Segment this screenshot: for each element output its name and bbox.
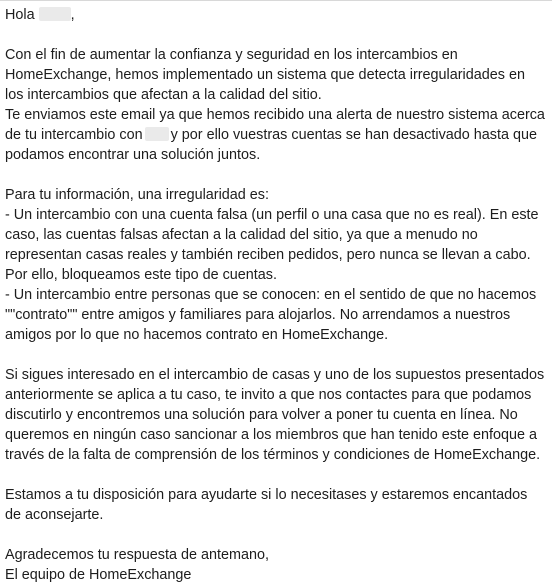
paragraph-3-line-2: anteriormente se aplica a tu caso, te invito a que nos contactes para que podamos	[5, 387, 532, 403]
blank-line	[5, 525, 552, 545]
paragraph-2-line-6: - Un intercambio entre personas que se conocen: en el sentido de que no hacemos	[5, 287, 537, 303]
blank-line	[5, 465, 552, 485]
paragraph-1-line-2: HomeExchange, hemos implementado un sistema que detecta irregularidades en	[5, 67, 525, 83]
paragraph-4-line-1: Estamos a tu disposición para ayudarte si lo necesitases y estaremos encantados	[5, 487, 528, 503]
paragraph-2-line-4: representan casas reales y también reciben pedidos, pero nunca se llevan a cabo.	[5, 247, 531, 263]
paragraph-2-line-3: caso, las cuentas falsas afectan a la calidad del sitio, ya que a menudo no	[5, 227, 478, 243]
paragraph-1-line-4: Te enviamos este email ya que hemos recibido una alerta de nuestro sistema acerca	[5, 107, 545, 123]
paragraph-1-line-5-start: de tu intercambio con	[5, 127, 143, 143]
blank-line	[5, 345, 552, 365]
paragraph-3-line-5: través de la falta de comprensión de los términos y condiciones de HomeExchange.	[5, 447, 541, 463]
closing-line: Agradecemos tu respuesta de antemano,	[5, 547, 269, 563]
paragraph-2-line-2: - Un intercambio con una cuenta falsa (un perfil o una casa que no es real). En este	[5, 207, 539, 223]
paragraph-1-line-6: podamos encontrar una solución juntos.	[5, 147, 261, 163]
redacted-partner-name	[145, 127, 169, 141]
greeting: Hola	[5, 7, 35, 23]
paragraph-3-line-4: queremos en ningún caso sancionar a los miembros que han tenido este enfoque a	[5, 427, 538, 443]
paragraph-2-line-8: amigos por lo que no hacemos contrato en HomeExchange.	[5, 327, 389, 343]
paragraph-1-line-1: Con el fin de aumentar la confianza y seguridad en los intercambios en	[5, 47, 458, 63]
paragraph-1-line-5-end: y por ello vuestras cuentas se han desactivado hasta que	[170, 127, 537, 143]
redacted-recipient-name	[39, 7, 71, 21]
greeting-line	[5, 5, 552, 25]
paragraph-4-line-2: de aconsejarte.	[5, 507, 104, 523]
blank-line	[5, 25, 552, 45]
paragraph-2-line-7: ""contrato"" entre amigos y familiares para alojarlos. No arrendamos a nuestros	[5, 307, 511, 323]
paragraph-3-line-1: Si sigues interesado en el intercambio de casas y uno de los supuestos presentados	[5, 367, 545, 383]
signature: El equipo de HomeExchange	[5, 567, 192, 583]
paragraph-2-line-1: Para tu información, una irregularidad es:	[5, 187, 269, 203]
paragraph-2-line-5: Por ello, bloqueamos este tipo de cuentas.	[5, 267, 277, 283]
blank-line	[5, 165, 552, 185]
greeting-comma: ,	[70, 7, 75, 23]
paragraph-3-line-3: discutirlo y encontremos una solución para volver a poner tu cuenta en línea. No	[5, 407, 518, 423]
paragraph-1-line-5	[5, 125, 552, 145]
paragraph-1-line-3: los intercambios que afectan a la calidad del sitio.	[5, 87, 322, 103]
